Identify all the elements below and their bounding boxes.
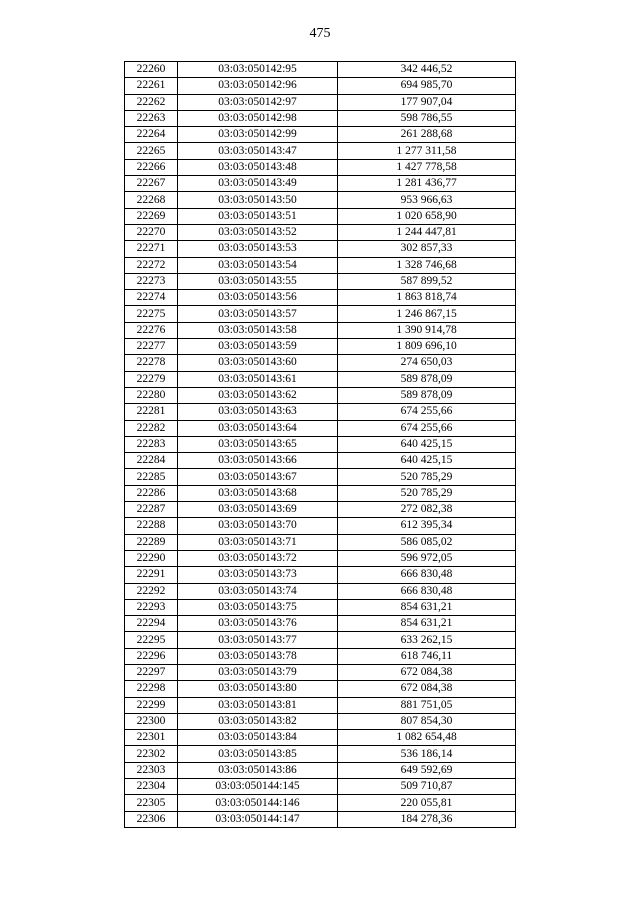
table-row bbox=[125, 436, 516, 452]
cadastral-value-cell: 261 288,68 bbox=[338, 127, 516, 143]
cadastral-value-cell: 177 907,04 bbox=[338, 94, 516, 110]
cadastral-number-cell: 03:03:050143:74 bbox=[178, 583, 338, 599]
table-row bbox=[125, 306, 516, 322]
cadastral-value-cell: 854 631,21 bbox=[338, 599, 516, 615]
row-number-cell: 22299 bbox=[125, 697, 178, 713]
cadastral-value-cell: 274 650,03 bbox=[338, 355, 516, 371]
cadastral-number-cell: 03:03:050143:86 bbox=[178, 762, 338, 778]
row-number-cell: 22302 bbox=[125, 746, 178, 762]
cadastral-number-cell: 03:03:050142:96 bbox=[178, 78, 338, 94]
cadastral-number-cell: 03:03:050143:54 bbox=[178, 257, 338, 273]
table-row bbox=[125, 387, 516, 403]
cadastral-number-cell: 03:03:050143:62 bbox=[178, 387, 338, 403]
cadastral-number-cell: 03:03:050143:75 bbox=[178, 599, 338, 615]
row-number-cell: 22279 bbox=[125, 371, 178, 387]
cadastral-value-cell: 674 255,66 bbox=[338, 420, 516, 436]
cadastral-value-cell: 509 710,87 bbox=[338, 779, 516, 795]
cadastral-number-cell: 03:03:050143:70 bbox=[178, 518, 338, 534]
table-row bbox=[125, 420, 516, 436]
cadastral-value-cell: 1 863 818,74 bbox=[338, 290, 516, 306]
table-row bbox=[125, 453, 516, 469]
cadastral-number-cell: 03:03:050142:99 bbox=[178, 127, 338, 143]
row-number-cell: 22263 bbox=[125, 110, 178, 126]
cadastral-number-cell: 03:03:050143:81 bbox=[178, 697, 338, 713]
table-row bbox=[125, 110, 516, 126]
cadastral-number-cell: 03:03:050143:76 bbox=[178, 616, 338, 632]
row-number-cell: 22301 bbox=[125, 730, 178, 746]
cadastral-number-cell: 03:03:050143:72 bbox=[178, 550, 338, 566]
cadastral-value-cell: 854 631,21 bbox=[338, 616, 516, 632]
cadastral-value-cell: 674 255,66 bbox=[338, 404, 516, 420]
table-row bbox=[125, 224, 516, 240]
cadastral-number-cell: 03:03:050143:60 bbox=[178, 355, 338, 371]
cadastral-number-cell: 03:03:050143:78 bbox=[178, 648, 338, 664]
row-number-cell: 22261 bbox=[125, 78, 178, 94]
cadastral-number-cell: 03:03:050143:48 bbox=[178, 159, 338, 175]
row-number-cell: 22298 bbox=[125, 681, 178, 697]
cadastral-value-cell: 666 830,48 bbox=[338, 583, 516, 599]
cadastral-value-cell: 694 985,70 bbox=[338, 78, 516, 94]
cadastral-value-cell: 272 082,38 bbox=[338, 502, 516, 518]
cadastral-number-cell: 03:03:050144:146 bbox=[178, 795, 338, 811]
row-number-cell: 22278 bbox=[125, 355, 178, 371]
row-number-cell: 22287 bbox=[125, 502, 178, 518]
cadastral-value-cell: 536 186,14 bbox=[338, 746, 516, 762]
cadastral-value-cell: 618 746,11 bbox=[338, 648, 516, 664]
table-row bbox=[125, 567, 516, 583]
row-number-cell: 22282 bbox=[125, 420, 178, 436]
row-number-cell: 22260 bbox=[125, 62, 178, 78]
row-number-cell: 22290 bbox=[125, 550, 178, 566]
row-number-cell: 22271 bbox=[125, 241, 178, 257]
cadastral-value-cell: 666 830,48 bbox=[338, 567, 516, 583]
cadastral-value-cell: 953 966,63 bbox=[338, 192, 516, 208]
cadastral-number-cell: 03:03:050143:79 bbox=[178, 664, 338, 680]
cadastral-value-cell: 1 390 914,78 bbox=[338, 322, 516, 338]
cadastral-number-cell: 03:03:050143:71 bbox=[178, 534, 338, 550]
table-row bbox=[125, 664, 516, 680]
cadastral-number-cell: 03:03:050143:61 bbox=[178, 371, 338, 387]
cadastral-value-cell: 520 785,29 bbox=[338, 469, 516, 485]
row-number-cell: 22294 bbox=[125, 616, 178, 632]
table-row bbox=[125, 616, 516, 632]
row-number-cell: 22289 bbox=[125, 534, 178, 550]
table-row bbox=[125, 550, 516, 566]
table-row bbox=[125, 78, 516, 94]
row-number-cell: 22281 bbox=[125, 404, 178, 420]
row-number-cell: 22304 bbox=[125, 779, 178, 795]
cadastral-value-cell: 640 425,15 bbox=[338, 453, 516, 469]
table-row bbox=[125, 502, 516, 518]
cadastral-number-cell: 03:03:050143:56 bbox=[178, 290, 338, 306]
row-number-cell: 22306 bbox=[125, 811, 178, 827]
cadastral-value-cell: 302 857,33 bbox=[338, 241, 516, 257]
table-row bbox=[125, 176, 516, 192]
cadastral-value-cell: 598 786,55 bbox=[338, 110, 516, 126]
page-number: 475 bbox=[309, 26, 331, 41]
row-number-cell: 22275 bbox=[125, 306, 178, 322]
cadastral-number-cell: 03:03:050143:84 bbox=[178, 730, 338, 746]
cadastral-value-cell: 612 395,34 bbox=[338, 518, 516, 534]
cadastral-number-cell: 03:03:050143:64 bbox=[178, 420, 338, 436]
table-row bbox=[125, 192, 516, 208]
cadastral-number-cell: 03:03:050143:51 bbox=[178, 208, 338, 224]
cadastral-value-cell: 589 878,09 bbox=[338, 371, 516, 387]
cadastral-number-cell: 03:03:050143:68 bbox=[178, 485, 338, 501]
cadastral-number-cell: 03:03:050144:147 bbox=[178, 811, 338, 827]
table-row bbox=[125, 713, 516, 729]
cadastral-value-cell: 1 809 696,10 bbox=[338, 339, 516, 355]
cadastral-value-cell: 596 972,05 bbox=[338, 550, 516, 566]
cadastral-number-cell: 03:03:050144:145 bbox=[178, 779, 338, 795]
table-row bbox=[125, 779, 516, 795]
cadastral-number-cell: 03:03:050142:98 bbox=[178, 110, 338, 126]
cadastral-number-cell: 03:03:050143:69 bbox=[178, 502, 338, 518]
cadastral-number-cell: 03:03:050143:82 bbox=[178, 713, 338, 729]
cadastral-number-cell: 03:03:050143:49 bbox=[178, 176, 338, 192]
row-number-cell: 22295 bbox=[125, 632, 178, 648]
cadastral-value-cell: 1 281 436,77 bbox=[338, 176, 516, 192]
cadastral-number-cell: 03:03:050143:65 bbox=[178, 436, 338, 452]
cadastral-number-cell: 03:03:050143:63 bbox=[178, 404, 338, 420]
cadastral-value-cell: 586 085,02 bbox=[338, 534, 516, 550]
cadastral-value-cell: 1 246 867,15 bbox=[338, 306, 516, 322]
row-number-cell: 22300 bbox=[125, 713, 178, 729]
row-number-cell: 22270 bbox=[125, 224, 178, 240]
cadastral-number-cell: 03:03:050142:95 bbox=[178, 62, 338, 78]
table-row bbox=[125, 290, 516, 306]
table-row bbox=[125, 322, 516, 338]
cadastral-number-cell: 03:03:050143:47 bbox=[178, 143, 338, 159]
table-row bbox=[125, 485, 516, 501]
table-row bbox=[125, 273, 516, 289]
table-row bbox=[125, 518, 516, 534]
row-number-cell: 22284 bbox=[125, 453, 178, 469]
table-row bbox=[125, 127, 516, 143]
cadastral-value-table bbox=[124, 61, 516, 828]
table-row bbox=[125, 795, 516, 811]
row-number-cell: 22277 bbox=[125, 339, 178, 355]
cadastral-value-cell: 1 328 746,68 bbox=[338, 257, 516, 273]
cadastral-number-cell: 03:03:050143:59 bbox=[178, 339, 338, 355]
table-row bbox=[125, 730, 516, 746]
table-row bbox=[125, 339, 516, 355]
row-number-cell: 22266 bbox=[125, 159, 178, 175]
row-number-cell: 22285 bbox=[125, 469, 178, 485]
table-row bbox=[125, 404, 516, 420]
row-number-cell: 22280 bbox=[125, 387, 178, 403]
row-number-cell: 22265 bbox=[125, 143, 178, 159]
table-body bbox=[125, 62, 516, 828]
table-row bbox=[125, 762, 516, 778]
row-number-cell: 22262 bbox=[125, 94, 178, 110]
cadastral-value-cell: 1 244 447,81 bbox=[338, 224, 516, 240]
table-row bbox=[125, 371, 516, 387]
cadastral-number-cell: 03:03:050143:80 bbox=[178, 681, 338, 697]
table-row bbox=[125, 811, 516, 827]
cadastral-value-cell: 672 084,38 bbox=[338, 664, 516, 680]
cadastral-value-cell: 640 425,15 bbox=[338, 436, 516, 452]
cadastral-value-cell: 342 446,52 bbox=[338, 62, 516, 78]
row-number-cell: 22296 bbox=[125, 648, 178, 664]
table-row bbox=[125, 159, 516, 175]
table-row bbox=[125, 746, 516, 762]
table-row bbox=[125, 143, 516, 159]
row-number-cell: 22293 bbox=[125, 599, 178, 615]
cadastral-number-cell: 03:03:050143:73 bbox=[178, 567, 338, 583]
table-row bbox=[125, 241, 516, 257]
cadastral-value-cell: 649 592,69 bbox=[338, 762, 516, 778]
row-number-cell: 22274 bbox=[125, 290, 178, 306]
table-row bbox=[125, 681, 516, 697]
cadastral-value-cell: 633 262,15 bbox=[338, 632, 516, 648]
cadastral-value-cell: 1 020 658,90 bbox=[338, 208, 516, 224]
cadastral-number-cell: 03:03:050143:53 bbox=[178, 241, 338, 257]
row-number-cell: 22305 bbox=[125, 795, 178, 811]
table-row bbox=[125, 355, 516, 371]
cadastral-number-cell: 03:03:050143:58 bbox=[178, 322, 338, 338]
table-row bbox=[125, 599, 516, 615]
row-number-cell: 22269 bbox=[125, 208, 178, 224]
cadastral-value-cell: 1 427 778,58 bbox=[338, 159, 516, 175]
cadastral-value-cell: 587 899,52 bbox=[338, 273, 516, 289]
cadastral-value-cell: 1 082 654,48 bbox=[338, 730, 516, 746]
row-number-cell: 22297 bbox=[125, 664, 178, 680]
table-row bbox=[125, 648, 516, 664]
table-row bbox=[125, 257, 516, 273]
cadastral-number-cell: 03:03:050143:67 bbox=[178, 469, 338, 485]
table-row bbox=[125, 94, 516, 110]
row-number-cell: 22303 bbox=[125, 762, 178, 778]
cadastral-value-cell: 520 785,29 bbox=[338, 485, 516, 501]
cadastral-number-cell: 03:03:050143:55 bbox=[178, 273, 338, 289]
row-number-cell: 22291 bbox=[125, 567, 178, 583]
cadastral-number-cell: 03:03:050143:57 bbox=[178, 306, 338, 322]
cadastral-number-cell: 03:03:050143:66 bbox=[178, 453, 338, 469]
table-row bbox=[125, 632, 516, 648]
cadastral-number-cell: 03:03:050143:77 bbox=[178, 632, 338, 648]
row-number-cell: 22272 bbox=[125, 257, 178, 273]
cadastral-value-cell: 589 878,09 bbox=[338, 387, 516, 403]
row-number-cell: 22273 bbox=[125, 273, 178, 289]
table-row bbox=[125, 62, 516, 78]
table-row bbox=[125, 469, 516, 485]
cadastral-number-cell: 03:03:050143:50 bbox=[178, 192, 338, 208]
cadastral-number-cell: 03:03:050143:85 bbox=[178, 746, 338, 762]
cadastral-value-cell: 1 277 311,58 bbox=[338, 143, 516, 159]
row-number-cell: 22268 bbox=[125, 192, 178, 208]
row-number-cell: 22292 bbox=[125, 583, 178, 599]
row-number-cell: 22276 bbox=[125, 322, 178, 338]
row-number-cell: 22283 bbox=[125, 436, 178, 452]
cadastral-value-cell: 184 278,36 bbox=[338, 811, 516, 827]
cadastral-number-cell: 03:03:050142:97 bbox=[178, 94, 338, 110]
cadastral-value-cell: 881 751,05 bbox=[338, 697, 516, 713]
row-number-cell: 22288 bbox=[125, 518, 178, 534]
cadastral-value-cell: 672 084,38 bbox=[338, 681, 516, 697]
row-number-cell: 22264 bbox=[125, 127, 178, 143]
row-number-cell: 22267 bbox=[125, 176, 178, 192]
cadastral-value-cell: 220 055,81 bbox=[338, 795, 516, 811]
cadastral-number-cell: 03:03:050143:52 bbox=[178, 224, 338, 240]
table-row bbox=[125, 534, 516, 550]
row-number-cell: 22286 bbox=[125, 485, 178, 501]
cadastral-value-cell: 807 854,30 bbox=[338, 713, 516, 729]
table-row bbox=[125, 208, 516, 224]
table-row bbox=[125, 697, 516, 713]
table-row bbox=[125, 583, 516, 599]
